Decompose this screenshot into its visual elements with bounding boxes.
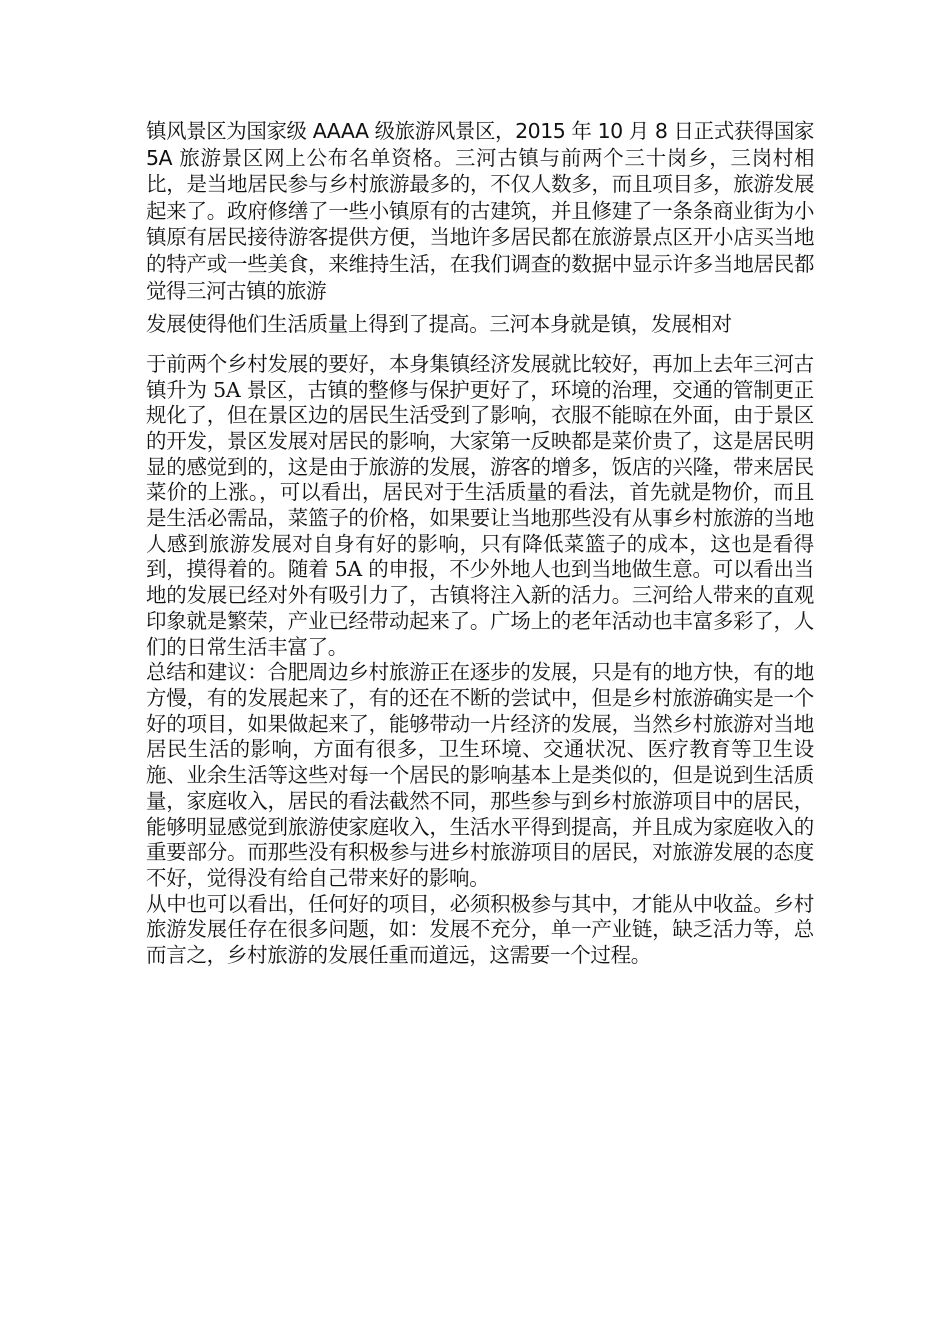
- paragraph-sanhe-scenic-area: 镇风景区为国家级 AAAA 级旅游风景区，2015 年 10 月 8 日正式获得国家 5A 旅游景区网上公布名单资格。三河古镇与前两个三十岗乡，三岗村相比，是当地居民参与乡村旅游最多的，不仅人数多，而且项目多，旅游发展起来了。政府修缮了一些小镇原有的古建筑，并且修建了一条条商业街为小镇原有居民接待游客提供方便，当地许多居民都在旅游景点区开小店买当地的特产或一些美食，来维持生活，在我们调查的数据中显示许多当地居民都觉得三河古镇的旅游: [146, 119, 814, 303]
- paragraph-town-development: 于前两个乡村发展的要好，本身集镇经济发展就比较好，再加上去年三河古镇升为 5A 景区，古镇的整修与保护更好了，环境的治理，交通的管制更正规化了，但在景区边的居民生活受到了影响，衣服不能晾在外面，由于景区的开发，景区发展对居民的影响，大家第一反映都是菜价贵了，这是居民明显的感觉到的，这是由于旅游的发展，游客的增多，饭店的兴隆，带来居民菜价的上涨。，可以看出，居民对于生活质量的看法，首先就是物价，而且是生活必需品，菜篮子的价格，如果要让当地那些没有从事乡村旅游的当地人感到旅游发展对自身有好的影响，只有降低菜篮子的成本，这也是看得到，摸得着的。随着 5A 的申报，不少外地人也到当地做生意。可以看出当地的发展已经对外有吸引力了，古镇将注入新的活力。三河给人带来的直观印象就是繁荣，产业已经带动起来了。广场上的老年活动也丰富多彩了，人们的日常生活丰富了。: [146, 351, 814, 659]
- document-body: [146, 118, 814, 969]
- paragraph-quality-of-life: 发展使得他们生活质量上得到了提高。三河本身就是镇，发展相对: [146, 312, 732, 337]
- paragraph-summary-suggestions: 总结和建议：合肥周边乡村旅游正在逐步的发展，只是有的地方快，有的地方慢，有的发展起来了，有的还在不断的尝试中，但是乡村旅游确实是一个好的项目，如果做起来了，能够带动一片经济的发展，当然乡村旅游对当地居民生活的影响，方面有很多，卫生环境、交通状况、医疗教育等卫生设施、业余生活等这些对每一个居民的影响基本上是类似的，但是说到生活质量，家庭收入，居民的看法截然不同，那些参与到乡村旅游项目中的居民，能够明显感觉到旅游使家庭收入，生活水平得到提高，并且成为家庭收入的重要部分。而那些没有积极参与进乡村旅游项目的居民，对旅游发展的态度不好，觉得没有给自己带来好的影响。: [146, 660, 814, 890]
- paragraph-conclusion: 从中也可以看出，任何好的项目，必须积极参与其中，才能从中收益。乡村旅游发展任存在很多问题，如：发展不充分，单一产业链，缺乏活力等，总而言之，乡村旅游的发展任重而道远，这需要一个过程。: [146, 891, 814, 968]
